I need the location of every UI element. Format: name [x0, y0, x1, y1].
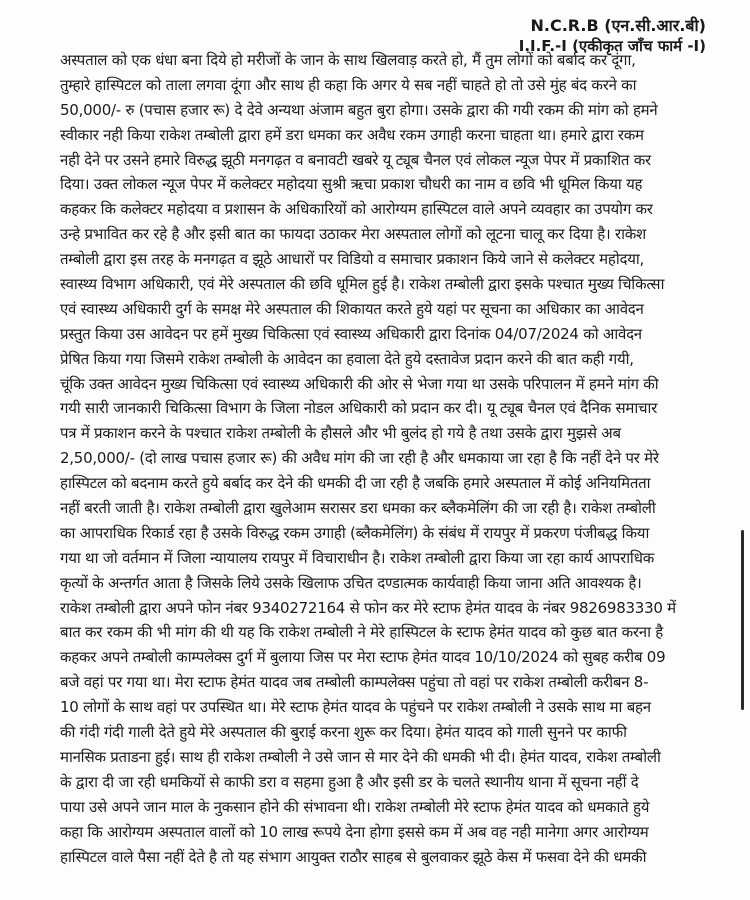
body-line: प्रस्तुत किया उस आवेदन पर हमें मुख्य चिकित्सा एवं स्वास्थ्य अधिकारी द्वारा दिनांक 04/07/2024 को आवेदन	[60, 324, 642, 343]
body-line: राकेश तम्बोली द्वारा अपने फोन नंबर 9340272164 से फोन कर मेरे स्टाफ हेमंत यादव के नंबर 9826983330 में	[60, 598, 676, 617]
body-line: बजे वहां पर गया था। मेरा स्टाफ हेमंत यादव जब तम्बोली काम्पलेक्स पहुंचा तो वहां पर राकेश तम्बोली करीबन 8-	[60, 673, 649, 692]
body-line: कहकर कि कलेक्टर महोदया व प्रशासन के अधिकारियों को आरोग्यम हास्पिटल वाले अपने व्यवहार का उपयोग कर	[60, 200, 653, 219]
body-line: नहीं बरती जाती है। राकेश तम्बोली द्वारा खुलेआम सरासर डरा धमका कर ब्लैकमेलिंग की जा रही है। राकेश तम्बोली	[60, 499, 656, 518]
body-line: उन्हे प्रभावित कर रहे है और इसी बात का फायदा उठाकर मेरा अस्पताल लोगों को लूटना चालू कर दिया है। राकेश	[60, 225, 646, 244]
body-line: हास्पिटल को बदनाम करते हुये बर्बाद कर देने की धमकी दी जा रही है जबकि हमारे अस्पताल में कोई अनियमितता	[60, 474, 651, 493]
body-line: चूंकि उक्त आवेदन मुख्य चिकित्सा एवं स्वास्थ्य अधिकारी की ओर से भेजा गया था उसके परिपालन में हमने मांग की	[60, 374, 659, 393]
body-line: कहा कि आरोग्यम अस्पताल वालों को 10 लाख रूपये देना होगा इससे कम में अब वह नही मानेगा अगर आरोग्यम	[60, 822, 649, 841]
body-line: की गंदी गंदी गाली देते हुये मेरे अस्पताल की बुराई करना शुरू कर दिया। हेमंत यादव को गाली सुनने पर काफी	[60, 723, 627, 742]
scrollbar[interactable]	[741, 530, 744, 710]
header-iif: I.I.F.-I (एकीकृत जाँच फार्म -I)	[518, 37, 706, 55]
body-line: कहकर अपने तम्बोली काम्पलेक्स दुर्ग में बुलाया जिस पर मेरा स्टाफ हेमंत यादव 10/10/2024 को सुबह करीब 09	[60, 648, 666, 667]
body-line: 50,000/- रु (पचास हजार रू) दे देवे अन्यथा अंजाम बहुत बुरा होगा। उसके द्वारा की गयी रकम की मांग को हमने	[60, 100, 658, 119]
document-body	[60, 48, 688, 869]
header-ncrb: N.C.R.B (एन.सी.आर.बी)	[530, 16, 706, 35]
body-line: कृत्यों के अन्तर्गत आता है जिसके लिये उसके खिलाफ उचित दण्डात्मक कार्यवाही किया जाना अति आवश्यक है।	[60, 573, 642, 592]
body-line: पत्र में प्रकाशन करने के पश्चात राकेश तम्बोली के हौसले और भी बुलंद हो गये है तथा उसके द्वारा मुझसे अब	[60, 424, 621, 443]
body-line: के द्वारा दी जा रही धमकियों से काफी डरा व सहमा हुआ है और इसी डर के चलते स्थानीय थाना में सूचना नहीं दे	[60, 772, 639, 791]
body-line: गया था जो वर्तमान में जिला न्यायालय रायपुर में विचाराधीन है। राकेश तम्बोली द्वारा किया जा रहा कार्य आपराधिक	[60, 548, 655, 567]
body-line: गयी सारी जानकारी चिकित्सा विभाग के जिला नोडल अधिकारी को प्रदान कर दी। यू ट्यूब चैनल एवं दैनिक समाचार	[60, 399, 658, 418]
body-line: का आपराधिक रिकार्ड रहा है उसके विरुद्ध रकम उगाही (ब्लैकमेलिंग) के संबंध में रायपुर में प्रकरण पंजीबद्ध किया	[60, 523, 650, 542]
body-line: प्रेषित किया गया जिसमे राकेश तम्बोली के आवेदन का हवाला देते हुये दस्तावेज प्रदान करने की बात कही गयी,	[60, 349, 634, 368]
body-line: तम्बोली द्वारा इस तरह के मनगढ़त व झूठे आधारों पर विडियो व समाचार प्रकाशन किये जाने से कलेक्टर महोदया,	[60, 250, 645, 269]
body-line: स्वीकार नही किया राकेश तम्बोली द्वारा हमें डरा धमका कर अवैध रकम उगाही करना चाहता था। हमारे द्वारा रकम	[60, 125, 644, 144]
body-line: पाया उसे अपने जान माल के नुकसान होने की संभावना थी। राकेश तम्बोली मेरे स्टाफ हेमंत यादव को धमकाते हुये	[60, 797, 650, 816]
body-line: अस्पताल को एक धंधा बना दिये हो मरीजों के जान के साथ खिलवाड़ करते हो, मैं तुम लोगों को बर्बाद कर दूंगा,	[60, 51, 636, 69]
body-line: तुम्हारे हास्पिटल को ताला लगवा दूंगा और साथ ही कहा कि अगर ये सब नहीं चाहते हो तो उसे मुंह बंद करने का	[60, 75, 637, 94]
body-line: दिया। उक्त लोकल न्यूज पेपर में कलेक्टर महोदया सुश्री ऋचा प्रकाश चौधरी का नाम व छवि भी धूमिल किया यह	[60, 175, 643, 194]
body-line: 10 लोगों के साथ वहां पर उपस्थित था। मेरे स्टाफ हेमंत यादव के पहुंचने पर राकेश तम्बोली ने उसके साथ मा बहन	[60, 698, 651, 717]
body-line: स्वास्थ्य विभाग अधिकारी, एवं मेरे अस्पताल की छवि धूमिल हुई है। राकेश तम्बोली द्वारा इसके पश्चात मुख्य चिकित्सा	[60, 275, 665, 294]
body-line: बात कर रकम की भी मांग की थी यह कि राकेश तम्बोली ने मेरे हास्पिटल के स्टाफ हेमंत यादव को कुछ बात करना है	[60, 623, 663, 642]
body-line: 2,50,000/- (दो लाख पचास हजार रू) की अवैध मांग की जा रही है और धमकाया जा रहा है कि नहीं देने पर मेरे	[60, 449, 659, 468]
body-line: हास्पिटल वाले पैसा नहीं देते है तो यह संभाग आयुक्त राठौर साहब से बुलवाकर झूठे केस में फसवा देने की धमकी	[60, 847, 647, 866]
body-line: नही देने पर उसने हमारे विरुद्ध झूठी मनगढ़त व बनावटी खबरे यू ट्यूब चैनल एवं लोकल न्यूज पेपर में प्रकाशित कर	[60, 150, 651, 169]
body-line: मानसिक प्रताडना हुई। साथ ही राकेश तम्बोली ने उसे जान से मार देने की धमकी भी दी। हेमंत यादव, राकेश तम्बोली	[60, 747, 661, 766]
body-line: एवं स्वास्थ्य अधिकारी दुर्ग के समक्ष मेरे अस्पताल की शिकायत करते हुये यहां पर सूचना का अधिकार का आवेदन	[60, 299, 644, 318]
